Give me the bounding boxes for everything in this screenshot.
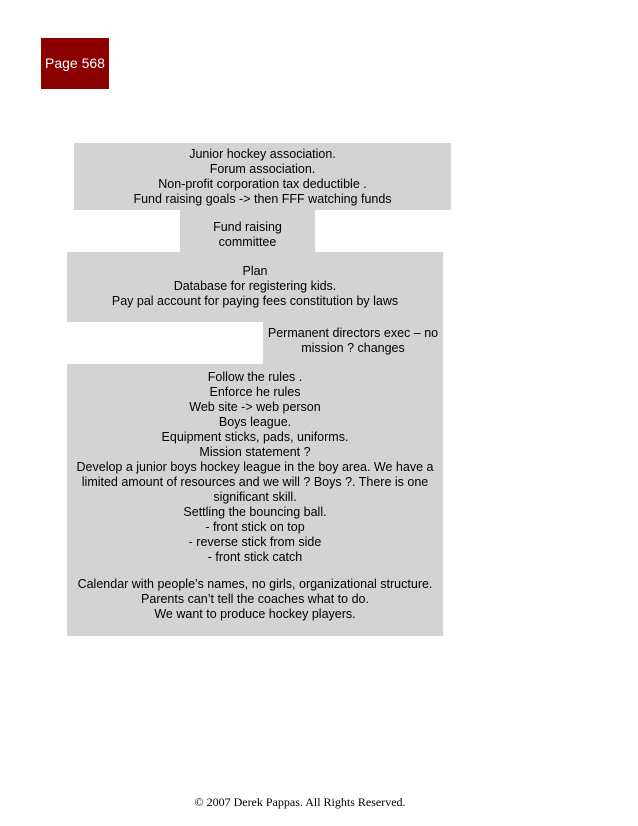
note-box-association	[74, 143, 451, 210]
note-line: - reverse stick from side	[188, 535, 322, 549]
note-line: significant skill.	[213, 490, 297, 504]
note-line: Calendar with people’s names, no girls, organizational structure.	[77, 577, 433, 591]
paragraph-gap	[67, 565, 443, 577]
note-line: Mission statement ?	[199, 445, 311, 459]
note-line: - front stick catch	[207, 550, 303, 564]
note-line: We want to produce hockey players.	[154, 607, 356, 621]
note-box-plan	[67, 252, 443, 322]
note-box-directors	[263, 322, 443, 364]
note-line: Pay pal account for paying fees constitution by laws	[111, 294, 399, 308]
note-line: Database for registering kids.	[173, 279, 337, 293]
note-box-rules	[67, 364, 443, 636]
note-line: Forum association.	[209, 162, 316, 176]
note-line: Equipment sticks, pads, uniforms.	[161, 430, 349, 444]
note-line: Web site -> web person	[189, 400, 321, 414]
note-line: Develop a junior boys hockey league in the boy area. We have a	[76, 460, 434, 474]
note-line: Plan	[242, 264, 268, 278]
note-line: Boys league.	[218, 415, 292, 429]
note-line: Settling the bouncing ball.	[183, 505, 327, 519]
note-line: Follow the rules .	[207, 370, 303, 384]
note-line: Fund raising goals -> then FFF watching funds	[133, 192, 392, 206]
note-box-fund-raising	[180, 210, 315, 252]
note-line: mission ? changes	[301, 341, 405, 355]
note-line: Junior hockey association.	[189, 147, 336, 161]
note-line: Non-profit corporation tax deductible .	[158, 177, 367, 191]
page-number-badge: Page 568	[41, 38, 109, 89]
note-line: limited amount of resources and we will ? Boys ?. There is one	[81, 475, 429, 489]
note-line: Enforce he rules	[209, 385, 301, 399]
note-line: - front stick on top	[205, 520, 305, 534]
note-line: Parents can’t tell the coaches what to do.	[141, 592, 369, 606]
copyright-footer: © 2007 Derek Pappas. All Rights Reserved.	[194, 795, 406, 809]
note-line: Permanent directors exec – no	[267, 326, 439, 340]
note-line: Fund raising	[213, 220, 282, 234]
note-line: committee	[218, 235, 277, 249]
